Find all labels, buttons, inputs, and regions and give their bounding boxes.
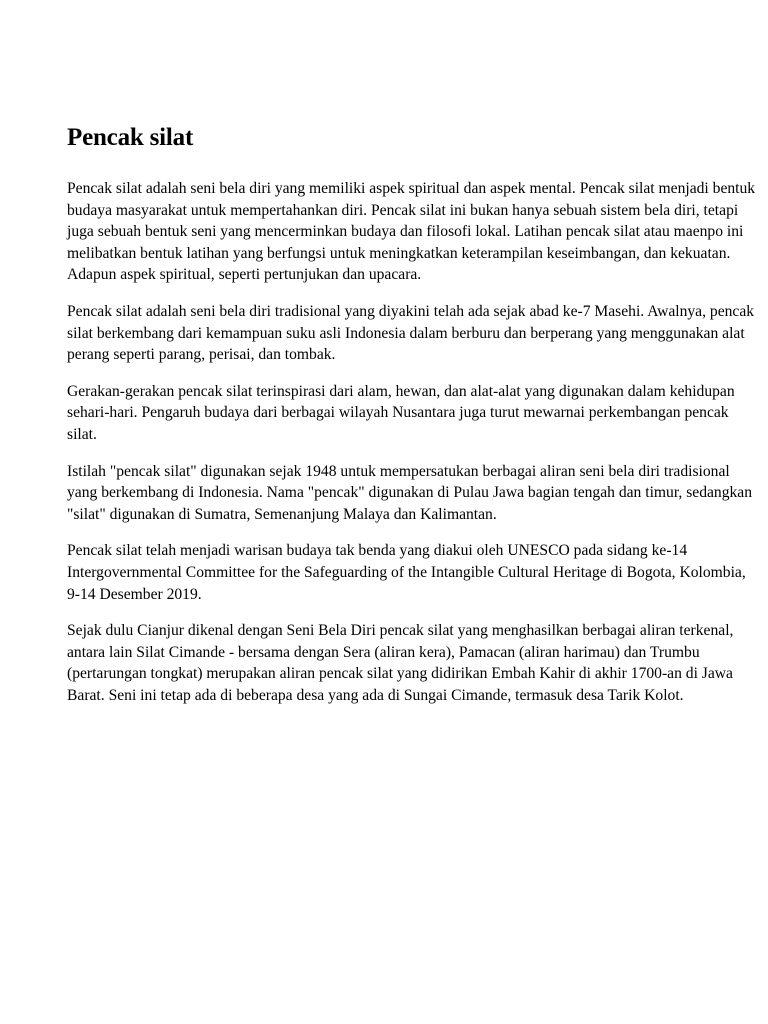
paragraph-4: Istilah "pencak silat" digunakan sejak 1948 untuk mempersatukan berbagai aliran seni bela diri tradisional yang berkembang di Indonesia. Nama "pencak" digunakan di Pulau Jawa bagian tengah dan timur, sedangkan "silat" digunakan di Sumatra, Semenanjung Malaya dan Kalimantan. [67,462,753,523]
paragraph-3: Gerakan-gerakan pencak silat terinspirasi dari alam, hewan, dan alat-alat yang digunakan dalam kehidupan sehari-hari. Pengaruh budaya dari berbagai wilayah Nusantara juga turut mewarnai perkembangan pencak silat. [67,382,735,443]
document-page [67,122,761,721]
paragraph-6: Sejak dulu Cianjur dikenal dengan Seni Bela Diri pencak silat yang menghasilkan berbagai aliran terkenal, antara lain Silat Cimande - bersama dengan Sera (aliran kera), Pamacan (aliran harimau) dan Trumbu (pertarungan tongkat) merupakan aliran pencak silat yang didirikan Embah Kahir di akhir 1700-an di Jawa Barat. Seni ini tetap ada di beberapa desa yang ada di Sungai Cimande, termasuk desa Tarik Kolot. [67,622,734,704]
paragraph-5: Pencak silat telah menjadi warisan budaya tak benda yang diakui oleh UNESCO pada sidang ke-14 Intergovernmental Committee for the Safeguarding of the Intangible Cultural Heritage di Bogota, Kolombia, 9-14 Desember 2019. [67,542,746,603]
document-title: Pencak silat [67,124,194,151]
paragraph-1: Pencak silat adalah seni bela diri yang memiliki aspek spiritual dan aspek mental. Pencak silat menjadi bentuk budaya masyarakat untuk mempertahankan diri. Pencak silat ini bukan hanya sebuah sistem bela diri, tetapi juga sebuah bentuk seni yang mencerminkan budaya dan filosofi lokal. Latihan pencak silat atau maenpo ini melibatkan bentuk latihan yang berfungsi untuk meningkatkan keterampilan keseimbangan, dan kekuatan. Adapun aspek spiritual, seperti pertunjukan dan upacara. [67,180,756,284]
paragraph-2: Pencak silat adalah seni bela diri tradisional yang diyakini telah ada sejak abad ke-7 Masehi. Awalnya, pencak silat berkembang dari kemampuan suku asli Indonesia dalam berburu dan berperang yang menggunakan alat perang seperti parang, perisai, dan tombak. [67,302,755,364]
